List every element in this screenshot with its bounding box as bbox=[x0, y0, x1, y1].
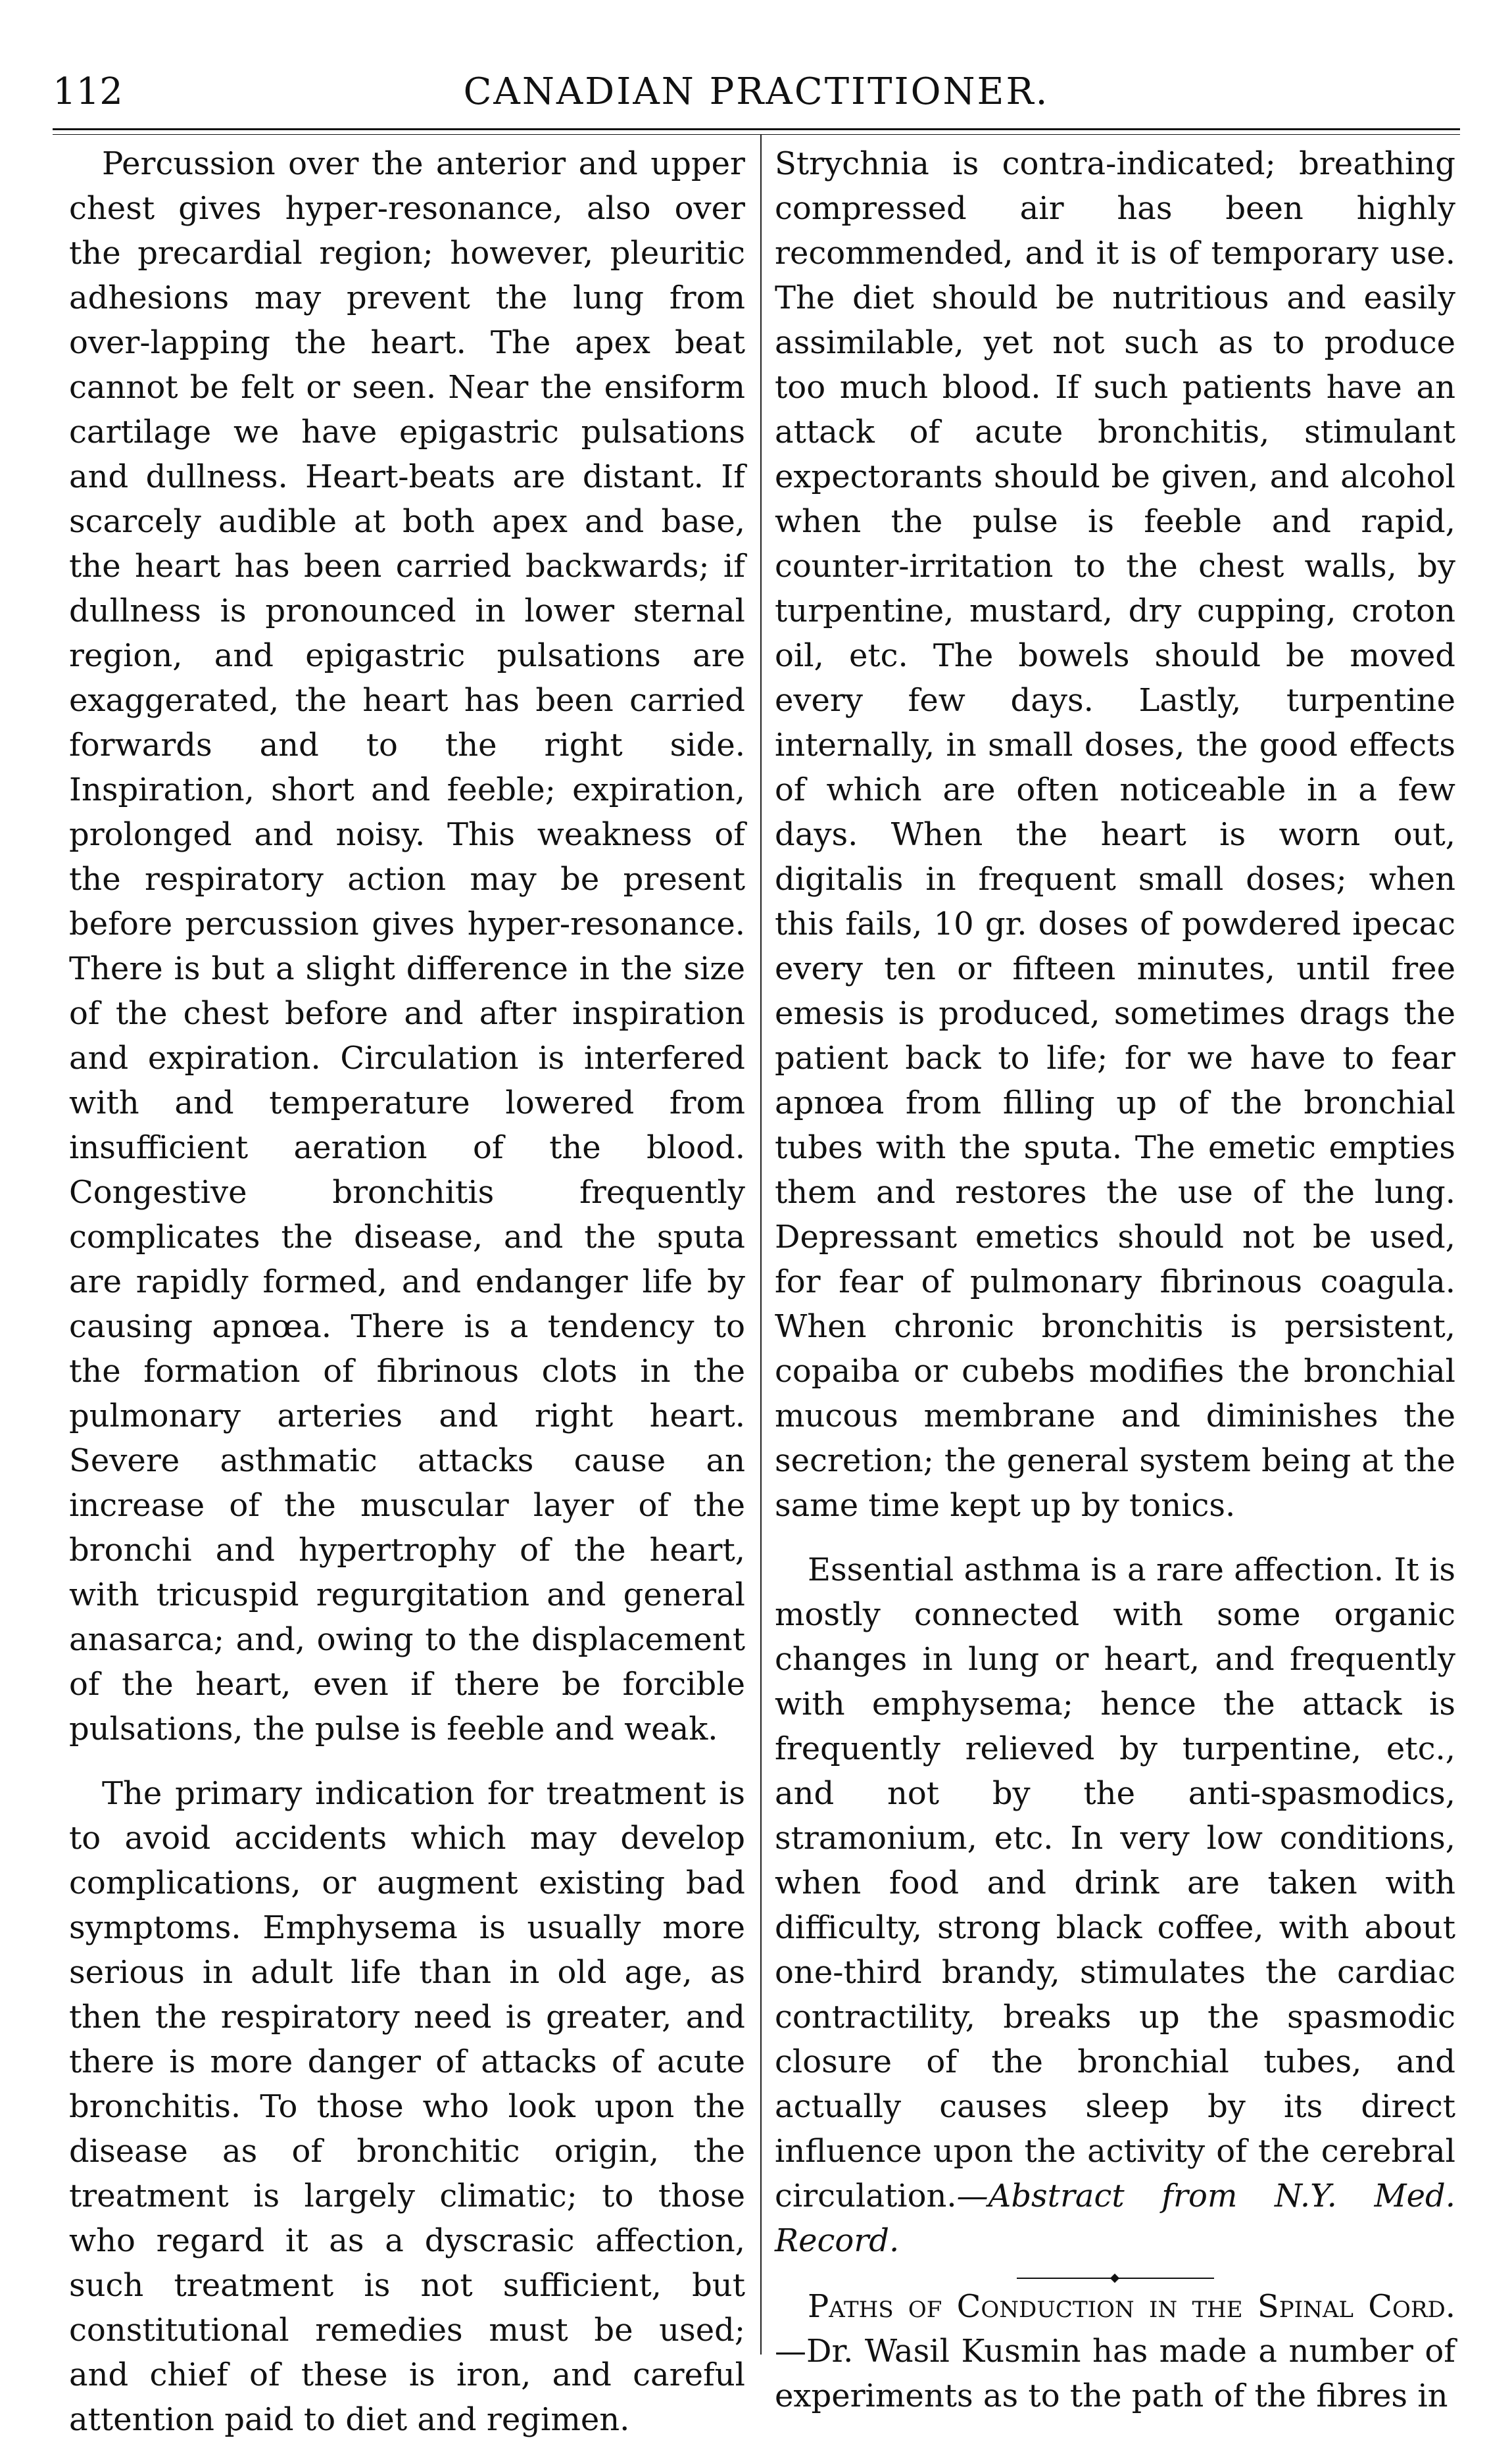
abstract-attribution: —Abstract from N.Y. Med. Record. bbox=[775, 2178, 1455, 2259]
left-column bbox=[69, 141, 745, 2442]
page-number: 112 bbox=[53, 70, 123, 113]
journal-title: CANADIAN PRACTITIONER. bbox=[463, 70, 1050, 113]
section-separator bbox=[1017, 2278, 1214, 2279]
left-paragraph-2: The primary indication for treatment is to avoid accidents which may develop complications, or augment existing bad symptoms. Emphysema is usually more serious in adult life than in old age, as then the respiratory need is greater, and there is more danger of attacks of acute bronchitis. To those who look upon the disease as of bronchitic origin, the treatment is largely climatic; to those who regard it as a dyscrasic affection, such treatment is not sufficient, but constitutional remedies must be used; and chief of these is iron, and careful attention paid to diet and regimen. bbox=[69, 1775, 745, 2438]
header-rule bbox=[53, 128, 1460, 135]
right-paragraph-2 bbox=[775, 1548, 1455, 2263]
right-column bbox=[775, 141, 1455, 2418]
asthma-paragraph-text: Essential asthma is a rare affection. It is mostly connected with some organic changes in lung or heart, and frequently with emphysema; hence the attack is frequently relieved by turpentine, etc., and not by the anti-spasmodics, stramonium, etc. In very low conditions, when food and drink are taken with difficulty, strong black coffee, with about one-third brandy, stimulates the cardiac contractility, breaks up the spasmodic closure of the bronchial tubes, and actually causes sleep by its direct influence upon the activity of the cerebral circulation. bbox=[775, 1551, 1455, 2214]
section-heading: Paths of Conduction in the Spinal Cord. bbox=[808, 2288, 1455, 2325]
column-divider bbox=[760, 135, 762, 2355]
spinal-cord-paragraph-text: —Dr. Wasil Kusmin has made a number of experiments as to the path of the fibres in bbox=[775, 2333, 1455, 2414]
left-paragraph-1: Percussion over the anterior and upper chest gives hyper-resonance, also over the precardial region; however, pleuritic adhesions may prevent the lung from over-lapping the heart. The apex beat cannot be felt or seen. Near the ensiform cartilage we have epigastric pulsations and dullness. Heart-beats are distant. If scarcely audible at both apex and base, the heart has been carried backwards; if dullness is pronounced in lower sternal region, and epigastric pulsations are exaggerated, the heart has been carried forwards and to the right side. Inspiration, short and feeble; expiration, prolonged and noisy. This weakness of the respiratory action may be present before percussion gives hyper-resonance. There is but a slight difference in the size of the chest before and after inspiration and expiration. Circulation is interfered with and temperature lowered from insufficient aeration of the blood. Congestive bronchitis frequently complicates the disease, and the sputa are rapidly formed, and endanger life by causing apnœa. There is a tendency to the formation of fibrinous clots in the pulmonary arteries and right heart. Severe asthmatic attacks cause an increase of the muscular layer of the bronchi and hypertrophy of the heart, with tricuspid regurgitation and general anasarca; and, owing to the displacement of the heart, even if there be forcible pulsations, the pulse is feeble and weak. bbox=[69, 145, 745, 1747]
right-paragraph-1: Strychnia is contra-indicated; breathing compressed air has been highly recommended, and it is of temporary use. The diet should be nutritious and easily assimilable, yet not such as to produce too much blood. If such patients have an attack of acute bronchitis, stimulant expectorants should be given, and alcohol when the pulse is feeble and rapid, counter-irritation to the chest walls, by turpentine, mustard, dry cupping, croton oil, etc. The bowels should be moved every few days. Lastly, turpentine internally, in small doses, the good effects of which are often noticeable in a few days. When the heart is worn out, digitalis in frequent small doses; when this fails, 10 gr. doses of powdered ipecac every ten or fifteen minutes, until free emesis is produced, sometimes drags the patient back to life; for we have to fear apnœa from filling up of the bronchial tubes with the sputa. The emetic empties them and restores the use of the lung. Depressant emetics should not be used, for fear of pulmonary fibrinous coagula. When chronic bronchitis is persistent, copaiba or cubebs modifies the bronchial mucous membrane and diminishes the secretion; the general system being at the same time kept up by tonics. bbox=[775, 145, 1455, 1524]
right-paragraph-3 bbox=[775, 2284, 1455, 2418]
running-head bbox=[53, 62, 1460, 122]
